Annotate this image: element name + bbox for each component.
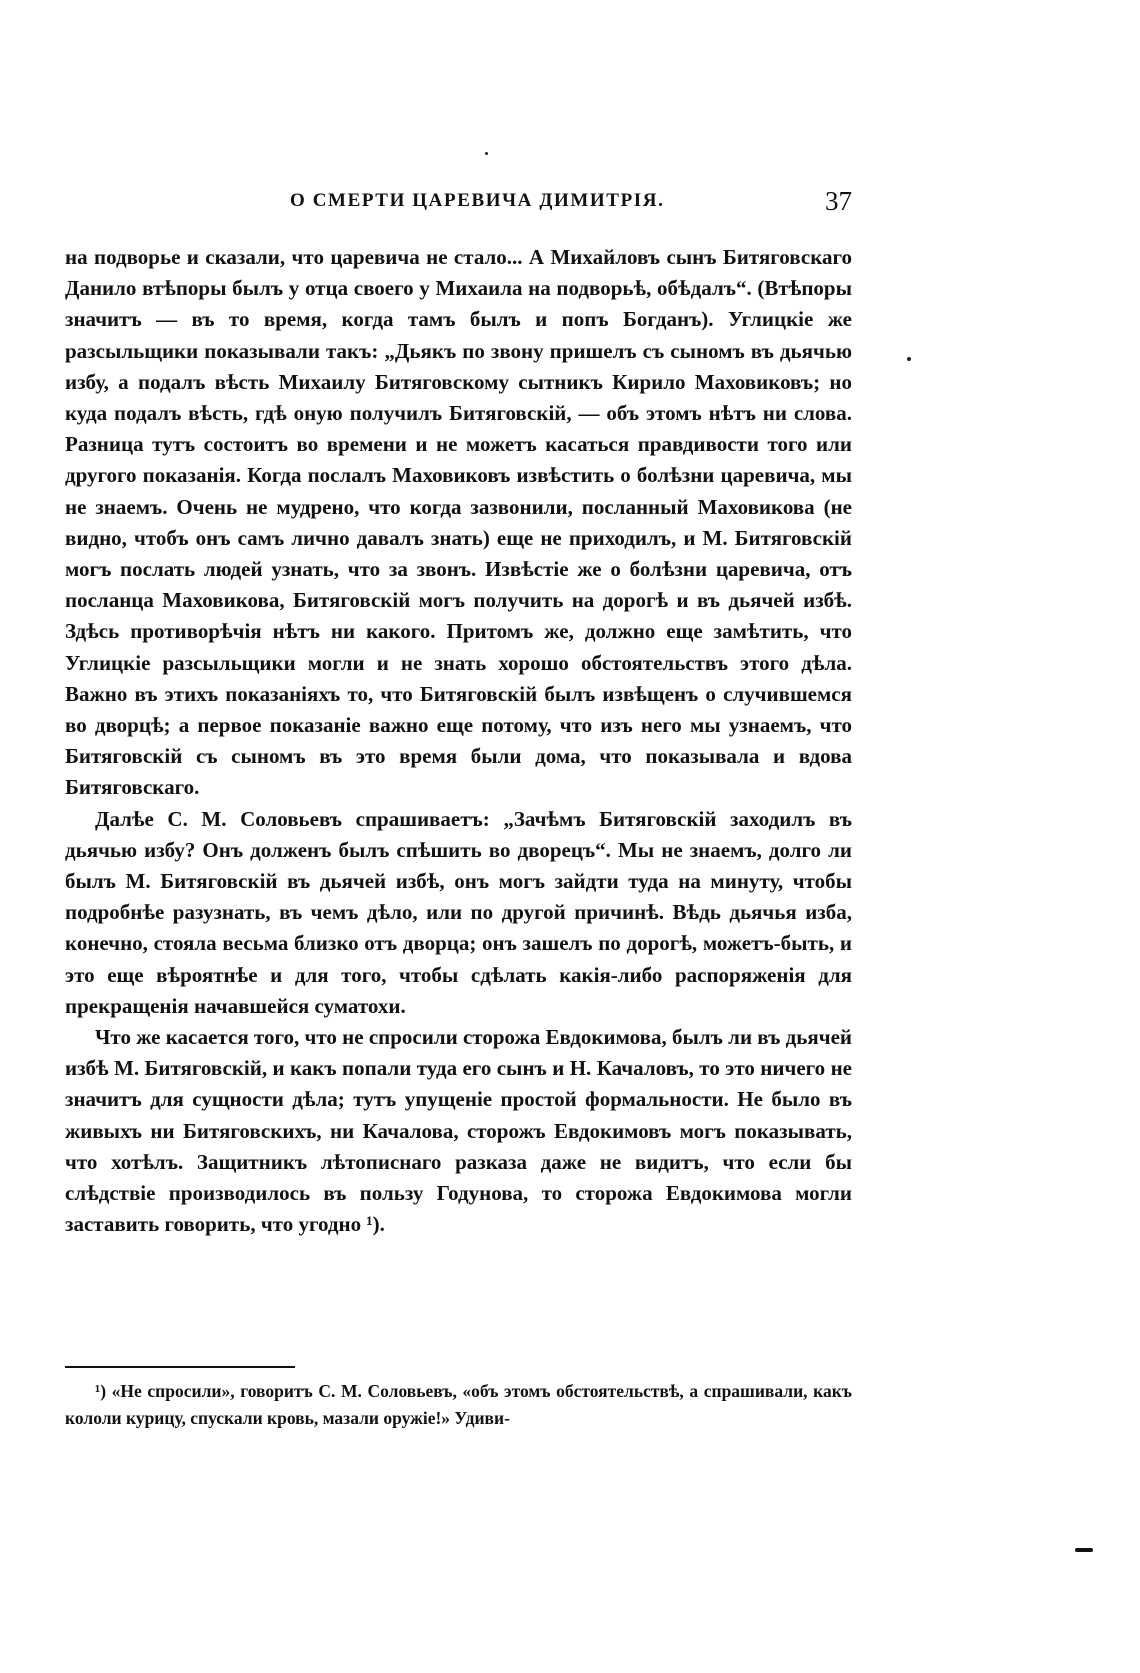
footnote-divider xyxy=(65,1366,295,1368)
paragraph: Что же касается того, что не спросили сторожа Евдокимова, былъ ли въ дьячей избѣ М. Битяговскій, и какъ попали туда его сынъ и Н. Качаловъ, то это ничего не значитъ для сущности дѣла; тутъ упущеніе простой формальности. Не было въ живыхъ ни Битяговскихъ, ни Качалова, сторожъ Евдокимовъ могъ показывать, что хотѣлъ. Защитникъ лѣтописнаго разказа даже не видитъ, что если бы слѣдствіе производилось въ пользу Годунова, то сторожа Евдокимова могли заставить говорить, что угодно ¹). xyxy=(65,1025,852,1237)
paragraph-continued: на подворье и сказали, что царевича не стало... А Михайловъ сынъ Битяговскаго Данило втѣпоры былъ у отца своего у Михаила на подворьѣ, обѣдалъ“. (Втѣпоры значитъ — въ то время, когда тамъ былъ и попъ Богданъ). Углицкіе же разсыльщики показывали такъ: „Дьякъ по звону пришелъ съ сыномъ въ дьячью избу, а подалъ вѣсть Михаилу Битяговскому сытникъ Кирило Маховиковъ; но куда подалъ вѣсть, гдѣ оную получилъ Битяговскій, — объ этомъ нѣтъ ни слова. Разница тутъ состоитъ во времени и не можетъ касаться правдивости того или другого показанія. Когда послалъ Маховиковъ извѣстить о болѣзни царевича, мы не знаемъ. Очень не мудрено, что когда зазвонили, посланный Маховикова (не видно, чтобъ онъ самъ лично давалъ знать) еще не приходилъ, и М. Битяговскій могъ послать людей узнать, что за звонъ. Извѣстіе же о болѣзни царевича, отъ посланца Маховикова, Битяговскій могъ получить на дорогѣ и въ дьячей избѣ. Здѣсь противорѣчія нѣтъ ни какого. Притомъ же, должно еще замѣтить, что Углицкіе разсыльщики могли и не знать хорошо обстоятельствъ этого дѣла. Важно въ этихъ показаніяхъ то, что Битяговскій былъ извѣщенъ о случившемся во дворцѣ; а первое показаніе важно еще потому, что изъ него мы узнаемъ, что Битяговскій съ сыномъ въ это время были дома, что показывала и вдова Битяговскаго. xyxy=(65,245,852,800)
page-header xyxy=(290,186,852,220)
page-number: 37 xyxy=(825,186,852,216)
scan-speck xyxy=(907,357,911,361)
main-text xyxy=(65,242,852,1241)
running-title: О СМЕРТИ ЦАРЕВИЧА ДИМИТРІЯ. xyxy=(290,190,665,211)
scan-speck xyxy=(485,152,488,155)
scan-edge-mark xyxy=(1075,1548,1093,1552)
footnote: ¹) «Не спросили», говоритъ С. М. Соловьевъ, «объ этомъ обстоятельствѣ, а спрашивали, какъ кололи курицу, спускали кровь, мазали оружіе!» Удиви- xyxy=(65,1381,852,1428)
paragraph: Далѣе С. М. Соловьевъ спрашиваетъ: „Зачѣмъ Битяговскій заходилъ въ дьячью избу? Онъ долженъ былъ спѣшить во дворецъ“. Мы не знаемъ, долго ли былъ М. Битяговскій въ дьячей избѣ, онъ могъ зайдти туда на минуту, чтобы подробнѣе разузнать, въ чемъ дѣло, или по другой причинѣ. Вѣдь дьячья изба, конечно, стояла весьма близко отъ дворца; онъ зашелъ по дорогѣ, можетъ-быть, и это еще вѣроятнѣе и для того, чтобы сдѣлать какія-либо распоряженія для прекращенія начавшейся суматохи. xyxy=(65,806,852,1018)
